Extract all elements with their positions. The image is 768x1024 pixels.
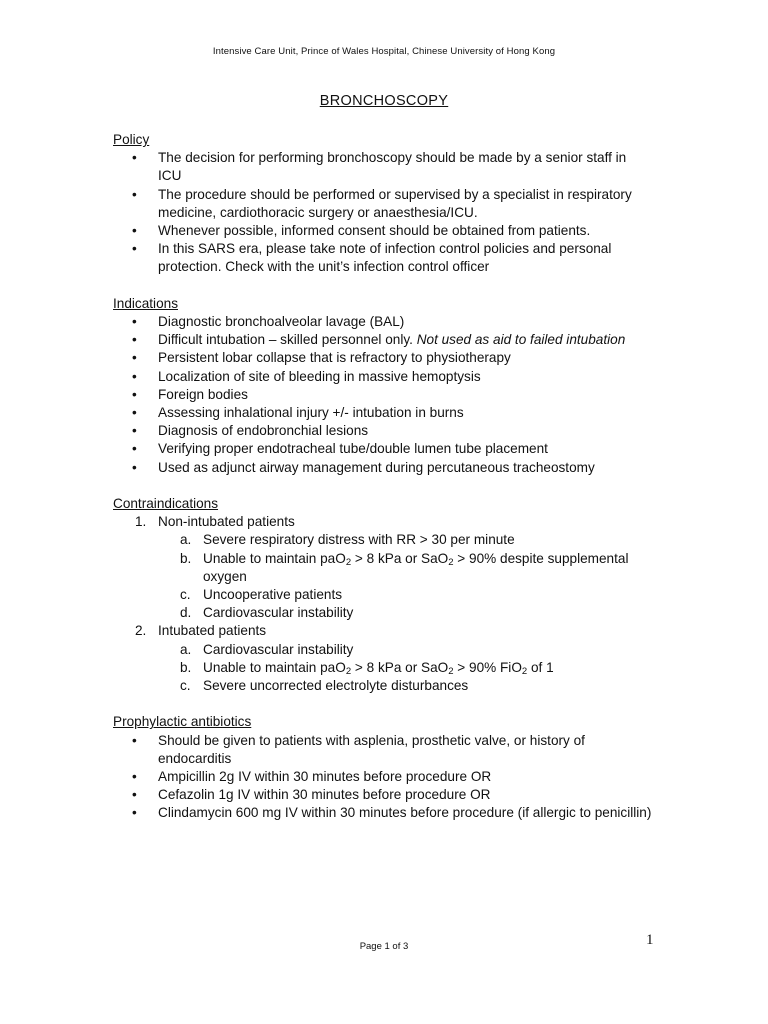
item-text: > 8 kPa or SaO: [351, 550, 449, 566]
indications-list: [113, 313, 653, 477]
list-item: • Clindamycin 600 mg IV within 30 minutes before procedure (if allergic to penicillin): [113, 804, 653, 822]
item-text: Intubated patients: [158, 623, 267, 639]
list-item: • Persistent lobar collapse that is refractory to physiotherapy: [113, 349, 653, 367]
list-marker: c.: [180, 678, 191, 694]
list-item: • Foreign bodies: [113, 386, 653, 404]
sub-list: [158, 531, 653, 622]
page-footer: Page 1 of 3: [359, 941, 409, 952]
list-marker: 1.: [135, 514, 147, 530]
list-item: • Diagnosis of endobronchial lesions: [113, 422, 653, 440]
sub-list-item: [158, 641, 653, 659]
list-marker: b.: [180, 659, 192, 675]
document-body: [113, 131, 653, 823]
list-item: • Localization of site of bleeding in massive hemoptysis: [113, 368, 653, 386]
item-text: Cardiovascular instability: [203, 641, 354, 657]
document-title: BRONCHOSCOPY: [319, 93, 449, 109]
sub-list-item: [158, 604, 653, 622]
list-item: • Should be given to patients with asplenia, prosthetic valve, or history of endocarditis: [113, 732, 653, 768]
list-item: • Cefazolin 1g IV within 30 minutes before procedure OR: [113, 786, 653, 804]
sub-list-item: [158, 677, 653, 695]
list-item: • Verifying proper endotracheal tube/double lumen tube placement: [113, 440, 653, 458]
list-item: [113, 622, 653, 695]
item-text: > 8 kPa or SaO: [351, 659, 449, 675]
sub-list-item: [158, 659, 653, 677]
list-marker: d.: [180, 605, 192, 621]
item-text: Severe uncorrected electrolyte disturbances: [203, 678, 469, 694]
list-item: • Ampicillin 2g IV within 30 minutes before procedure OR: [113, 768, 653, 786]
list-item: • Diagnostic bronchoalveolar lavage (BAL): [113, 313, 653, 331]
contraindications-list: [113, 513, 653, 695]
list-item: • The decision for performing bronchoscopy should be made by a senior staff in ICU: [113, 149, 653, 185]
sub-list-item: [158, 550, 653, 586]
list-marker: c.: [180, 587, 191, 603]
item-text: Unable to maintain paO: [203, 659, 346, 675]
page-number: 1: [646, 932, 654, 948]
antibiotics-list: [113, 732, 653, 823]
list-item: • In this SARS era, please take note of infection control policies and personal protection. Check with the unit’s infection control officer: [113, 240, 653, 276]
sub-list-item: [158, 586, 653, 604]
item-text: Uncooperative patients: [203, 587, 343, 603]
document-header: Intensive Care Unit, Prince of Wales Hospital, Chinese University of Hong Kong: [212, 46, 556, 57]
item-text: of 1: [527, 659, 554, 675]
item-text: Severe respiratory distress with RR > 30 per minute: [203, 532, 515, 548]
list-item: [113, 331, 653, 349]
subscript: 2: [521, 665, 528, 677]
subscript: 2: [345, 665, 352, 677]
list-item: • Whenever possible, informed consent should be obtained from patients.: [113, 222, 653, 240]
list-item: • Used as adjunct airway management during percutaneous tracheostomy: [113, 459, 653, 477]
item-text: > 90% despite supplemental oxygen: [203, 550, 629, 584]
subscript: 2: [448, 665, 454, 677]
antibiotics-heading: Prophylactic antibiotics: [113, 714, 252, 730]
list-marker: a.: [180, 532, 192, 548]
item-text: > 90% FiO: [453, 659, 522, 675]
contraindications-heading: Contraindications: [113, 496, 219, 512]
list-marker: 2.: [135, 623, 147, 639]
sub-list-item: [158, 531, 653, 549]
list-marker: a.: [180, 641, 192, 657]
indications-heading: Indications: [113, 295, 178, 311]
item-text: Unable to maintain paO: [203, 550, 346, 566]
subscript: 2: [345, 556, 352, 568]
policy-heading: Policy: [113, 132, 150, 147]
item-italic-note: Not used as aid to failed intubation: [416, 332, 626, 348]
item-text: Difficult intubation – skilled personnel only.: [158, 332, 413, 348]
policy-list: [113, 149, 653, 276]
list-item: [113, 513, 653, 622]
item-text: Cardiovascular instability: [203, 605, 354, 621]
list-item: • Assessing inhalational injury +/- intubation in burns: [113, 404, 653, 422]
item-text: Non-intubated patients: [158, 514, 295, 530]
list-marker: b.: [180, 550, 192, 566]
subscript: 2: [448, 556, 454, 568]
list-item: • The procedure should be performed or supervised by a specialist in respiratory medicine, cardiothoracic surgery or anaesthesia/ICU.: [113, 186, 653, 222]
sub-list: [158, 641, 653, 696]
